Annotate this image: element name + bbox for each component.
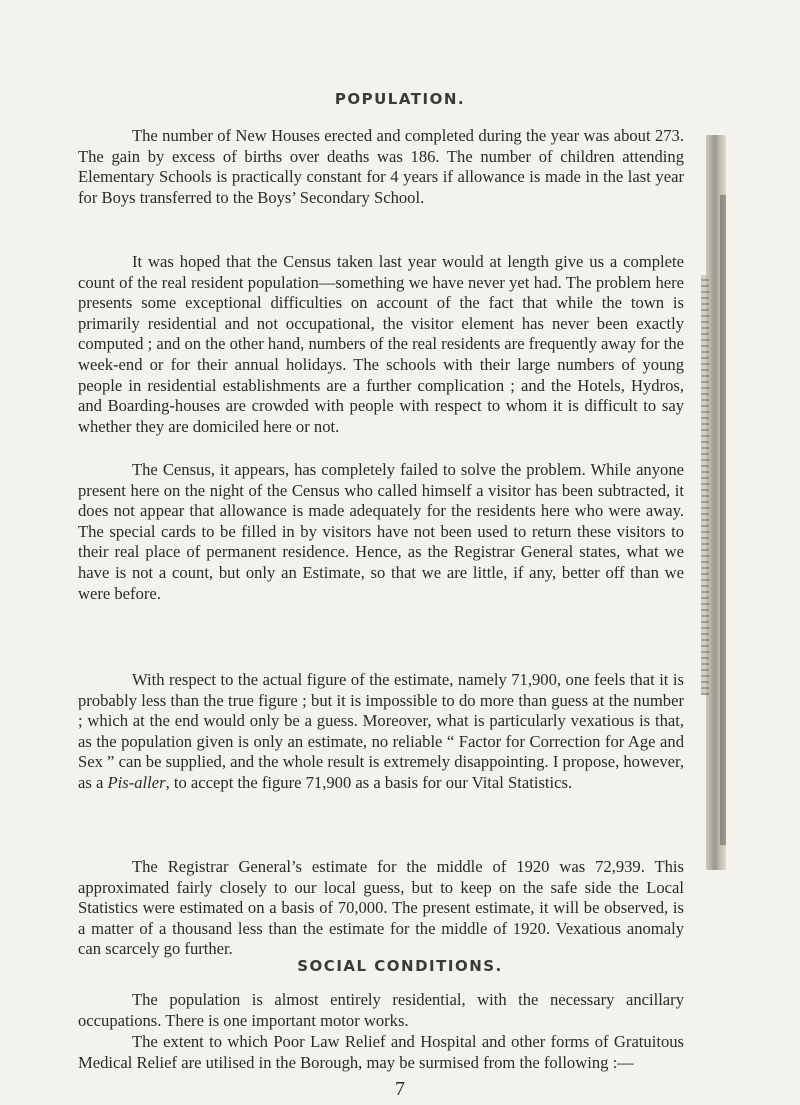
paragraph-census-hope: It was hoped that the Census taken last year would at length give us a complete count of the real resident population—something we have never yet had. The problem here presents some exceptional difficulties on account of the fact that while the town is primarily residential and not occupational, the visitor element has never been exactly computed ; and on the other hand, numbers of the real residents are frequently away for the week-end or for their annual holidays. The schools with their large numbers of young people in residential establishments are a further complication ; and the Hotels, Hydros, and Boarding-houses are crowded with people with respect to whom it is difficult to say whether they are domiciled here or not. [78, 252, 684, 436]
paragraph-estimate-figure [78, 670, 684, 794]
estimate-text-before: With respect to the actual figure of the estimate, namely 71,900, one feels that it is probably less than the true figure ; but it is impossible to do more than guess at the number ; which at the end would only be a guess. Moreover, what is particularly vexatious is that, as the population given is only an estimate, no reliable “ Factor for Correction for Age and Sex ” can be supplied, and the whole result is extremely disappointing. I propose, however, as a [78, 670, 684, 792]
paragraph-population-residential: The population is almost entirely residential, with the necessary ancillary occupations. There is one important motor works. [78, 990, 684, 1030]
page-number: 7 [395, 1078, 405, 1100]
paragraph-new-houses: The number of New Houses erected and completed during the year was about 273. The gain by excess of births over deaths was 186. The number of children attending Elementary Schools is practically constant for 4 years if allowance is made in the last year for Boys transferred to the Boys’ Secondary School. [78, 126, 684, 207]
estimate-text-after: , to accept the figure 71,900 as a basis for our Vital Statistics. [165, 772, 573, 792]
paragraph-registrar-estimate: The Registrar General’s estimate for the middle of 1920 was 72,939. This approximated fairly closely to our local guess, but to keep on the safe side the Local Statistics were estimated on a basis of 70,000. The present estimate, it will be observed, is a matter of a thousand less than the estimate for the middle of 1920. Vexatious anomaly can scarcely go further. [78, 857, 684, 959]
paragraph-poor-law-relief: The extent to which Poor Law Relief and Hospital and other forms of Gratuitous Medical Relief are utilised in the Borough, may be surmised from the following :— [78, 1032, 684, 1072]
binding-edge-shadow [698, 135, 728, 870]
paragraph-census-failed: The Census, it appears, has completely failed to solve the problem. While anyone present here on the night of the Census who called himself a visitor has been subtracted, it does not appear that allowance is made adequately for the residents here who were away. The special cards to be filled in by visitors have not been used to return these visitors to their real place of permanent residence. Hence, as the Registrar General states, what we have is not a count, but only an Estimate, so that we are little, if any, better off than we were before. [78, 460, 684, 603]
estimate-text-italic: Pis-aller [107, 772, 166, 792]
section-heading-social-conditions: SOCIAL CONDITIONS. [297, 957, 503, 975]
section-heading-population: POPULATION. [334, 90, 466, 108]
